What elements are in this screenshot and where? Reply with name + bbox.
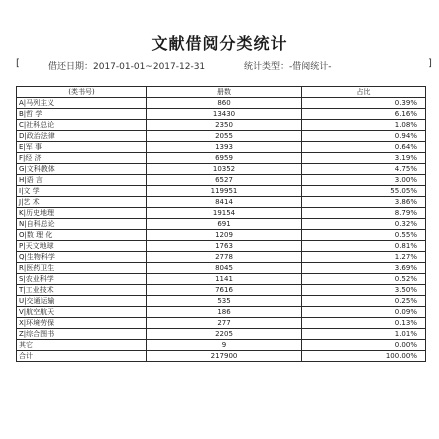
table-row — [17, 351, 426, 362]
percent-cell: 0.32% — [302, 219, 426, 230]
percent-cell: 1.08% — [302, 120, 426, 131]
table-row — [17, 219, 426, 230]
category-cell: G|文科教体 — [17, 164, 147, 175]
table-row — [17, 109, 426, 120]
query-info — [0, 59, 439, 73]
percent-cell: 4.75% — [302, 164, 426, 175]
count-cell: 119951 — [147, 186, 302, 197]
category-cell: Z|综合图书 — [17, 329, 147, 340]
stat-type-label: 统计类型：-借阅统计- — [244, 62, 332, 72]
percent-cell: 55.05% — [302, 186, 426, 197]
category-cell: A|马列主义 — [17, 98, 147, 109]
category-cell: N|自科总论 — [17, 219, 147, 230]
table-row — [17, 329, 426, 340]
percent-cell: 3.69% — [302, 263, 426, 274]
table-row — [17, 197, 426, 208]
page-title: 文献借阅分类统计 — [151, 34, 288, 53]
count-cell: 691 — [147, 219, 302, 230]
percent-cell: 100.00% — [302, 351, 426, 362]
table-row — [17, 186, 426, 197]
count-cell: 535 — [147, 296, 302, 307]
category-cell: O|数 理 化 — [17, 230, 147, 241]
percent-cell: 3.86% — [302, 197, 426, 208]
category-cell: X|环境劳保 — [17, 318, 147, 329]
table-row — [17, 164, 426, 175]
count-cell: 7616 — [147, 285, 302, 296]
percent-cell: 1.01% — [302, 329, 426, 340]
table-row — [17, 98, 426, 109]
count-cell: 1209 — [147, 230, 302, 241]
table-row — [17, 241, 426, 252]
count-cell: 8045 — [147, 263, 302, 274]
category-cell: B|哲 学 — [17, 109, 147, 120]
table-row — [17, 252, 426, 263]
percent-cell: 0.64% — [302, 142, 426, 153]
percent-cell: 0.00% — [302, 340, 426, 351]
category-cell: R|医药卫生 — [17, 263, 147, 274]
bracket-right: ] — [428, 58, 432, 69]
category-cell: U|交通运输 — [17, 296, 147, 307]
count-cell: 2350 — [147, 120, 302, 131]
table-row — [17, 285, 426, 296]
percent-cell: 3.50% — [302, 285, 426, 296]
count-cell: 2778 — [147, 252, 302, 263]
count-cell: 6527 — [147, 175, 302, 186]
table-header-row — [17, 87, 426, 98]
category-cell: 合计 — [17, 351, 147, 362]
count-cell: 2055 — [147, 131, 302, 142]
category-cell: V|航空航天 — [17, 307, 147, 318]
table-row — [17, 208, 426, 219]
count-cell: 217900 — [147, 351, 302, 362]
percent-cell: 8.79% — [302, 208, 426, 219]
count-cell: 6959 — [147, 153, 302, 164]
table-row — [17, 318, 426, 329]
percent-cell: 3.00% — [302, 175, 426, 186]
percent-cell: 0.39% — [302, 98, 426, 109]
category-cell: K|历史地理 — [17, 208, 147, 219]
header-percent: 占比 — [302, 87, 426, 98]
table-row — [17, 142, 426, 153]
category-cell: T|工业技术 — [17, 285, 147, 296]
count-cell: 1763 — [147, 241, 302, 252]
header-count: 册数 — [147, 87, 302, 98]
percent-cell: 0.55% — [302, 230, 426, 241]
category-cell: S|农业科学 — [17, 274, 147, 285]
category-cell: J|艺 术 — [17, 197, 147, 208]
percent-cell: 0.13% — [302, 318, 426, 329]
percent-cell: 0.94% — [302, 131, 426, 142]
percent-cell: 0.09% — [302, 307, 426, 318]
percent-cell: 1.27% — [302, 252, 426, 263]
category-cell: F|经 济 — [17, 153, 147, 164]
category-cell: I|文 学 — [17, 186, 147, 197]
category-cell: 其它 — [17, 340, 147, 351]
count-cell: 1141 — [147, 274, 302, 285]
percent-cell: 0.81% — [302, 241, 426, 252]
table-row — [17, 296, 426, 307]
count-cell: 19154 — [147, 208, 302, 219]
table-row — [17, 307, 426, 318]
count-cell: 2205 — [147, 329, 302, 340]
table-row — [17, 120, 426, 131]
category-cell: Q|生物科学 — [17, 252, 147, 263]
statistics-table — [16, 86, 426, 362]
date-range-label: 借还日期：2017-01-01~2017-12-31 — [48, 62, 206, 72]
count-cell: 860 — [147, 98, 302, 109]
percent-cell: 0.52% — [302, 274, 426, 285]
table-row — [17, 131, 426, 142]
table-row — [17, 175, 426, 186]
count-cell: 8414 — [147, 197, 302, 208]
category-cell: H|语 言 — [17, 175, 147, 186]
table-row — [17, 153, 426, 164]
table-row — [17, 274, 426, 285]
percent-cell: 3.19% — [302, 153, 426, 164]
count-cell: 186 — [147, 307, 302, 318]
count-cell: 13430 — [147, 109, 302, 120]
percent-cell: 0.25% — [302, 296, 426, 307]
table-row — [17, 230, 426, 241]
category-cell: C|社科总论 — [17, 120, 147, 131]
category-cell: E|军 事 — [17, 142, 147, 153]
count-cell: 1393 — [147, 142, 302, 153]
category-cell: D|政治法律 — [17, 131, 147, 142]
category-cell: P|天文地球 — [17, 241, 147, 252]
bracket-left: [ — [16, 58, 20, 69]
percent-cell: 6.16% — [302, 109, 426, 120]
table-row — [17, 263, 426, 274]
table-row — [17, 340, 426, 351]
count-cell: 277 — [147, 318, 302, 329]
count-cell: 10352 — [147, 164, 302, 175]
header-category: (类书号) — [17, 87, 147, 98]
count-cell: 9 — [147, 340, 302, 351]
